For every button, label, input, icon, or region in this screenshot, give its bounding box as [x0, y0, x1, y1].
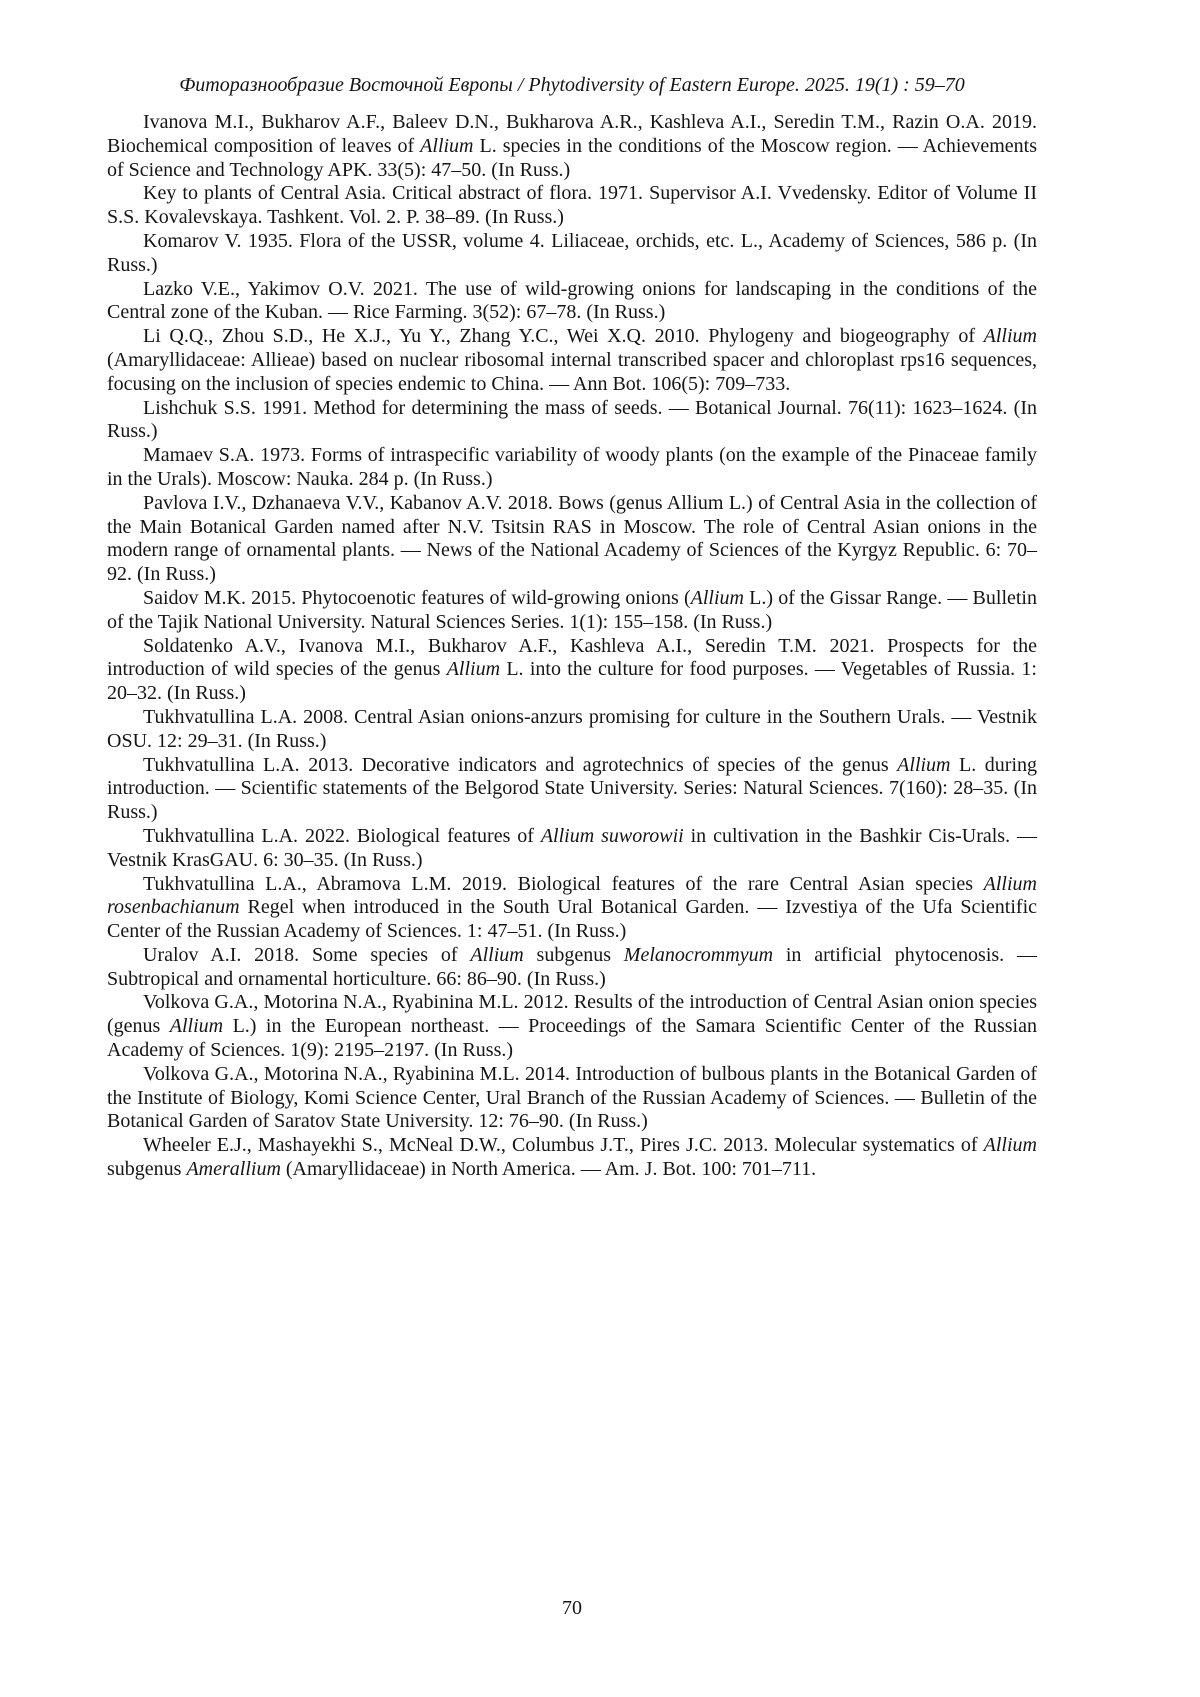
reference-entry: [107, 278, 1037, 326]
reference-text: L.) in the European northeast. — Proceedings of the Samara Scientific Center of the Russian Academy of Sciences. 1(9): 2195–2197. (In Russ.): [107, 1015, 1037, 1062]
reference-text: L. species in the conditions of the Moscow region. — Achievements of Science and Technology APK. 33(5): 47–50. (In Russ.): [107, 134, 1037, 181]
taxon-name-italic: Allium: [983, 1134, 1037, 1157]
reference-text: in cultivation in the Bashkir Cis-Urals. — Vestnik KrasGAU. 6: 30–35. (In Russ.): [107, 824, 1037, 871]
taxon-name-italic: Amerallium: [186, 1158, 281, 1181]
reference-text: Wheeler E.J., Mashayekhi S., McNeal D.W., Columbus J.T., Pires J.C. 2013. Molecular systematics of: [143, 1134, 984, 1157]
reference-entry: [107, 991, 1037, 1062]
reference-text: Lishchuk S.S. 1991. Method for determining the mass of seeds. — Botanical Journal. 76(11): 1623–1624. (In Russ.): [107, 396, 1037, 443]
taxon-name-italic: Allium suworowii: [540, 824, 684, 847]
taxon-name-italic: Melanocrommyum: [623, 943, 774, 966]
reference-entry: [107, 1063, 1037, 1134]
reference-text: Tukhvatullina L.A. 2013. Decorative indicators and agrotechnics of species of the genus: [143, 753, 898, 776]
reference-text: Mamaev S.A. 1973. Forms of intraspecific variability of woody plants (on the example of the Pinaceae family in the Urals). Moscow: Nauka. 284 p. (In Russ.): [107, 444, 1037, 490]
taxon-name-italic: Allium rosenbachianum: [107, 872, 1037, 919]
reference-text: Tukhvatullina L.A. 2008. Central Asian onions-anzurs promising for culture in the Southern Urals. — Vestnik OSU. 12: 29–31. (In Russ.): [107, 705, 1037, 752]
reference-text: Tukhvatullina L.A., Abramova L.M. 2019. Biological features of the rare Central Asian species: [143, 872, 984, 895]
reference-text: Lazko V.E., Yakimov O.V. 2021. The use of wild-growing onions for landscaping in the conditions of the Central zone of the Kuban. — Rice Farming. 3(52): 67–78. (In Russ.): [107, 277, 1037, 324]
taxon-name-italic: Allium: [470, 943, 524, 966]
reference-entry: [107, 397, 1037, 445]
reference-entry: [107, 492, 1037, 587]
reference-text: Volkova G.A., Motorina N.A., Ryabinina M.L. 2012. Results of the introduction of Central Asian onion species (genus: [107, 991, 1037, 1038]
taxon-name-italic: Allium: [983, 325, 1037, 348]
reference-text: Komarov V. 1935. Flora of the USSR, volume 4. Liliaceae, orchids, etc. L., Academy of Sciences, 586 p. (In Russ.): [107, 229, 1037, 276]
reference-text: Uralov A.I. 2018. Some species of: [143, 943, 471, 966]
reference-entry: [107, 182, 1037, 230]
reference-text: Key to plants of Central Asia. Critical abstract of flora. 1971. Supervisor A.I. Vvedensky. Editor of Volume II S.S. Kovalevskaya. Tashkent. Vol. 2. P. 38–89. (In Russ.): [107, 182, 1037, 229]
reference-text: Regel when introduced in the South Ural Botanical Garden. — Izvestiya of the Ufa Scientific Center of the Russian Academy of Sciences. 1: 47–51. (In Russ.): [107, 896, 1037, 943]
reference-entry: [107, 230, 1037, 278]
reference-text: Volkova G.A., Motorina N.A., Ryabinina M.L. 2014. Introduction of bulbous plants in the Botanical Garden of the Institute of Biology, Komi Science Center, Ural Branch of the Russian Academy of Sciences. — Bulletin of the Botanical Garden of Saratov State University. 12: 76–90. (In Russ.): [107, 1062, 1037, 1133]
reference-entry: [107, 706, 1037, 754]
taxon-name-italic: Allium: [897, 753, 951, 776]
page-number: 70: [562, 1597, 582, 1619]
taxon-name-italic: Allium: [420, 134, 474, 157]
reference-text: subgenus: [523, 943, 624, 966]
reference-entry: [107, 1134, 1037, 1182]
reference-entry: [107, 825, 1037, 873]
taxon-name-italic: Allium: [169, 1015, 224, 1038]
reference-text: Li Q.Q., Zhou S.D., He X.J., Yu Y., Zhang Y.C., Wei X.Q. 2010. Phylogeny and biogeography of: [143, 325, 984, 348]
reference-entry: [107, 754, 1037, 825]
reference-entry: [107, 944, 1037, 992]
reference-entry: [107, 587, 1037, 635]
reference-text: in artificial phytocenosis. — Subtropical and ornamental horticulture. 66: 86–90. (In Russ.): [107, 943, 1037, 990]
reference-text: subgenus: [107, 1158, 187, 1181]
reference-text: (Amaryllidaceae) in North America. — Am. J. Bot. 100: 701–711.: [280, 1158, 817, 1181]
reference-entry: [107, 325, 1037, 396]
reference-text: Tukhvatullina L.A. 2022. Biological features of: [143, 824, 541, 847]
reference-text: (Amaryllidaceae: Allieae) based on nuclear ribosomal internal transcribed spacer and chloroplast rps16 sequences, focusing on the inclusion of species endemic to China. — Ann Bot. 106(5): 709–733.: [107, 348, 1037, 395]
taxon-name-italic: Allium: [690, 586, 744, 609]
taxon-name-italic: Allium: [446, 658, 501, 681]
journal-running-header: Фиторазнообразие Восточной Европы / Phytodiversity of Eastern Europe. 2025. 19(1) : 59–70: [179, 74, 965, 96]
reference-text: Soldatenko A.V., Ivanova M.I., Bukharov A.F., Kashleva A.I., Seredin T.M. 2021. Prospects for the introduction of wild species of the genus: [107, 634, 1037, 681]
reference-text: Saidov M.K. 2015. Phytocoenotic features of wild-growing onions (: [143, 586, 691, 609]
reference-text: L.) of the Gissar Range. — Bulletin of the Tajik National University. Natural Sciences Series. 1(1): 155–158. (In Russ.): [107, 586, 1037, 633]
reference-entry: [107, 444, 1037, 492]
reference-text: L. during introduction. — Scientific statements of the Belgorod State University. Series: Natural Sciences. 7(160): 28–35. (In Russ.): [107, 753, 1038, 824]
reference-text: Pavlova I.V., Dzhanaeva V.V., Kabanov A.V. 2018. Bows (genus Allium L.) of Central Asia in the collection of the Main Botanical Garden named after N.V. Tsitsin RAS in Moscow. The role of Central Asian onions in the modern range of ornamental plants. — News of the National Academy of Sciences of the Kyrgyz Republic. 6: 70–92. (In Russ.): [107, 491, 1037, 586]
reference-text: Ivanova M.I., Bukharov A.F., Baleev D.N., Bukharova A.R., Kashleva A.I., Seredin T.M., Razin O.A. 2019. Biochemical composition of leaves of: [107, 111, 1037, 157]
reference-entry: [107, 873, 1037, 944]
references-list: [107, 111, 1037, 1182]
reference-entry: [107, 635, 1037, 706]
reference-entry: [107, 111, 1037, 182]
reference-text: L. into the culture for food purposes. — Vegetables of Russia. 1: 20–32. (In Russ.): [107, 658, 1037, 705]
